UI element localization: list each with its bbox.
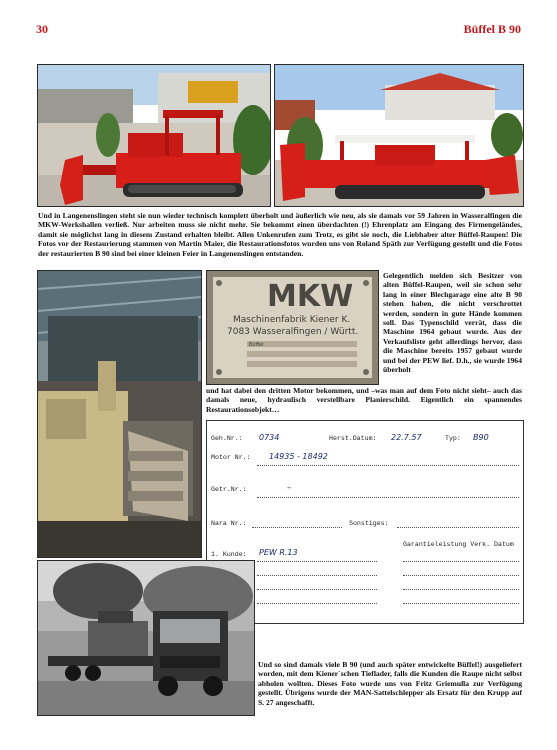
plate-line-1: Maschinenfabrik Kiener K. — [233, 315, 351, 325]
form-motor-dots — [257, 465, 519, 466]
form-garantie-dots-4 — [403, 603, 519, 604]
page-header-title: Büffel B 90 — [463, 22, 521, 36]
form-getr-value: – — [287, 483, 291, 492]
form-motor-value: 14935 - 18492 — [269, 452, 328, 461]
form-getr-dots — [257, 497, 519, 498]
plate-small-label: Büffel — [249, 342, 264, 348]
form-typ-label: Typ: — [445, 435, 461, 442]
form-motor-label: Motor Nr.: — [211, 454, 251, 461]
paragraph-owners: Gelegentlich melden sich Besitzer von alten Büffel-Raupen, weil sie schon sehr lang in einer Blechgarage eine alte B 90 stehen haben, die nicht verschrottet werden, sondern in gute Hände kommen soll. Das Typenschild verrät, dass die Maschine 1964 gebaut wurde. Aus der Verkaufsliste geht allerdings hervor, dass die Maschine bereits 1957 gebaut wurde und bei der PEW lief. D.h., sie wurde 1964 überholt — [383, 271, 522, 375]
page-number: 30 — [36, 22, 48, 36]
form-garantie-dots-1 — [403, 561, 519, 562]
photo-type-plate — [206, 270, 379, 385]
paragraph-lowloader: Und so sind damals viele B 90 (und auch später entwickelte Büffel!) ausgeliefert worden, mit dem Kiener´schen Tieflader, falls die Kunden die Raupe nicht selbst abholen wollten. Dieses Foto wurde uns von Fritz Griemulla zur Verfügung gestellt. Übrigens wurde der MAN-Sattelschlepper als Ersatz für den Krupp auf S. 27 angeschafft. — [258, 660, 522, 707]
form-herst-value: 22.7.57 — [391, 433, 422, 442]
form-kunde-dots-1 — [257, 561, 377, 562]
form-kunde-value: PEW R.13 — [259, 548, 298, 557]
form-kunde-dots-2 — [257, 575, 377, 576]
paragraph-engine: und hat dabei den dritten Motor bekommen, und –was man auf dem Foto nicht sieht– auch das damals neue, hydraulisch verstellbare Planierschild. Eigentlich ein spannendes Restaurationsobjekt… — [206, 386, 522, 414]
form-sonstiges-label: Sonstiges: — [349, 520, 389, 527]
form-typ-value: B90 — [473, 433, 489, 442]
form-geh-value: 0734 — [259, 433, 280, 442]
form-garantie-dots-3 — [403, 589, 519, 590]
form-kunde-dots-4 — [257, 603, 377, 604]
form-geh-label: Geh.Nr.: — [211, 435, 243, 442]
photo-garage-dozer — [37, 270, 202, 558]
form-getr-label: Getr.Nr.: — [211, 486, 247, 493]
form-kunde-label: 1. Kunde: — [211, 551, 247, 558]
paragraph-restoration-intro: Und in Langenenslingen steht sie nun wieder technisch komplett überholt und äußerlich wie neu, als sie damals vor 59 Jahren in Wasseralfingen die MKW-Werkshallen verließ. Nur arbeiten muss sie nicht mehr. Sie bekommt einen überdachten (!) Ehrenplatz am Eingang des Firmengeländes, damit sie möglichst lang in diesem Zustand erhalten bleibt. Allen Unkenrufen zum Trotz, es gibt sie noch, die Liebhaber alter Büffel-Raupen! Die Fotos vor der Restaurierung stammen von Martin Maier, die Restaurationsfotos wurden uns von Roland Späth zur Verfügung gestellt und die Fotos der restaurierten B 90 sind bei einer kleinen Feier in Langenenslingen entstanden. — [38, 211, 522, 258]
form-garantie-label: Garantieleistung Verk. Datum — [403, 541, 514, 548]
form-sonstiges-dots — [397, 527, 519, 528]
form-garantie-dots-2 — [403, 575, 519, 576]
form-kunde-dots-3 — [257, 589, 377, 590]
form-nara-label: Nara Nr.: — [211, 520, 247, 527]
plate-line-2: 7083 Wasseralfingen / Württ. — [227, 327, 359, 337]
form-herst-label: Herst.Datum: — [329, 435, 377, 442]
photo-restored-dozer-left — [37, 64, 271, 207]
plate-brand: MKW — [267, 279, 354, 314]
photo-truck-lowloader — [37, 560, 255, 716]
form-nara-dots — [252, 527, 342, 528]
photo-restored-dozer-right — [274, 64, 524, 207]
